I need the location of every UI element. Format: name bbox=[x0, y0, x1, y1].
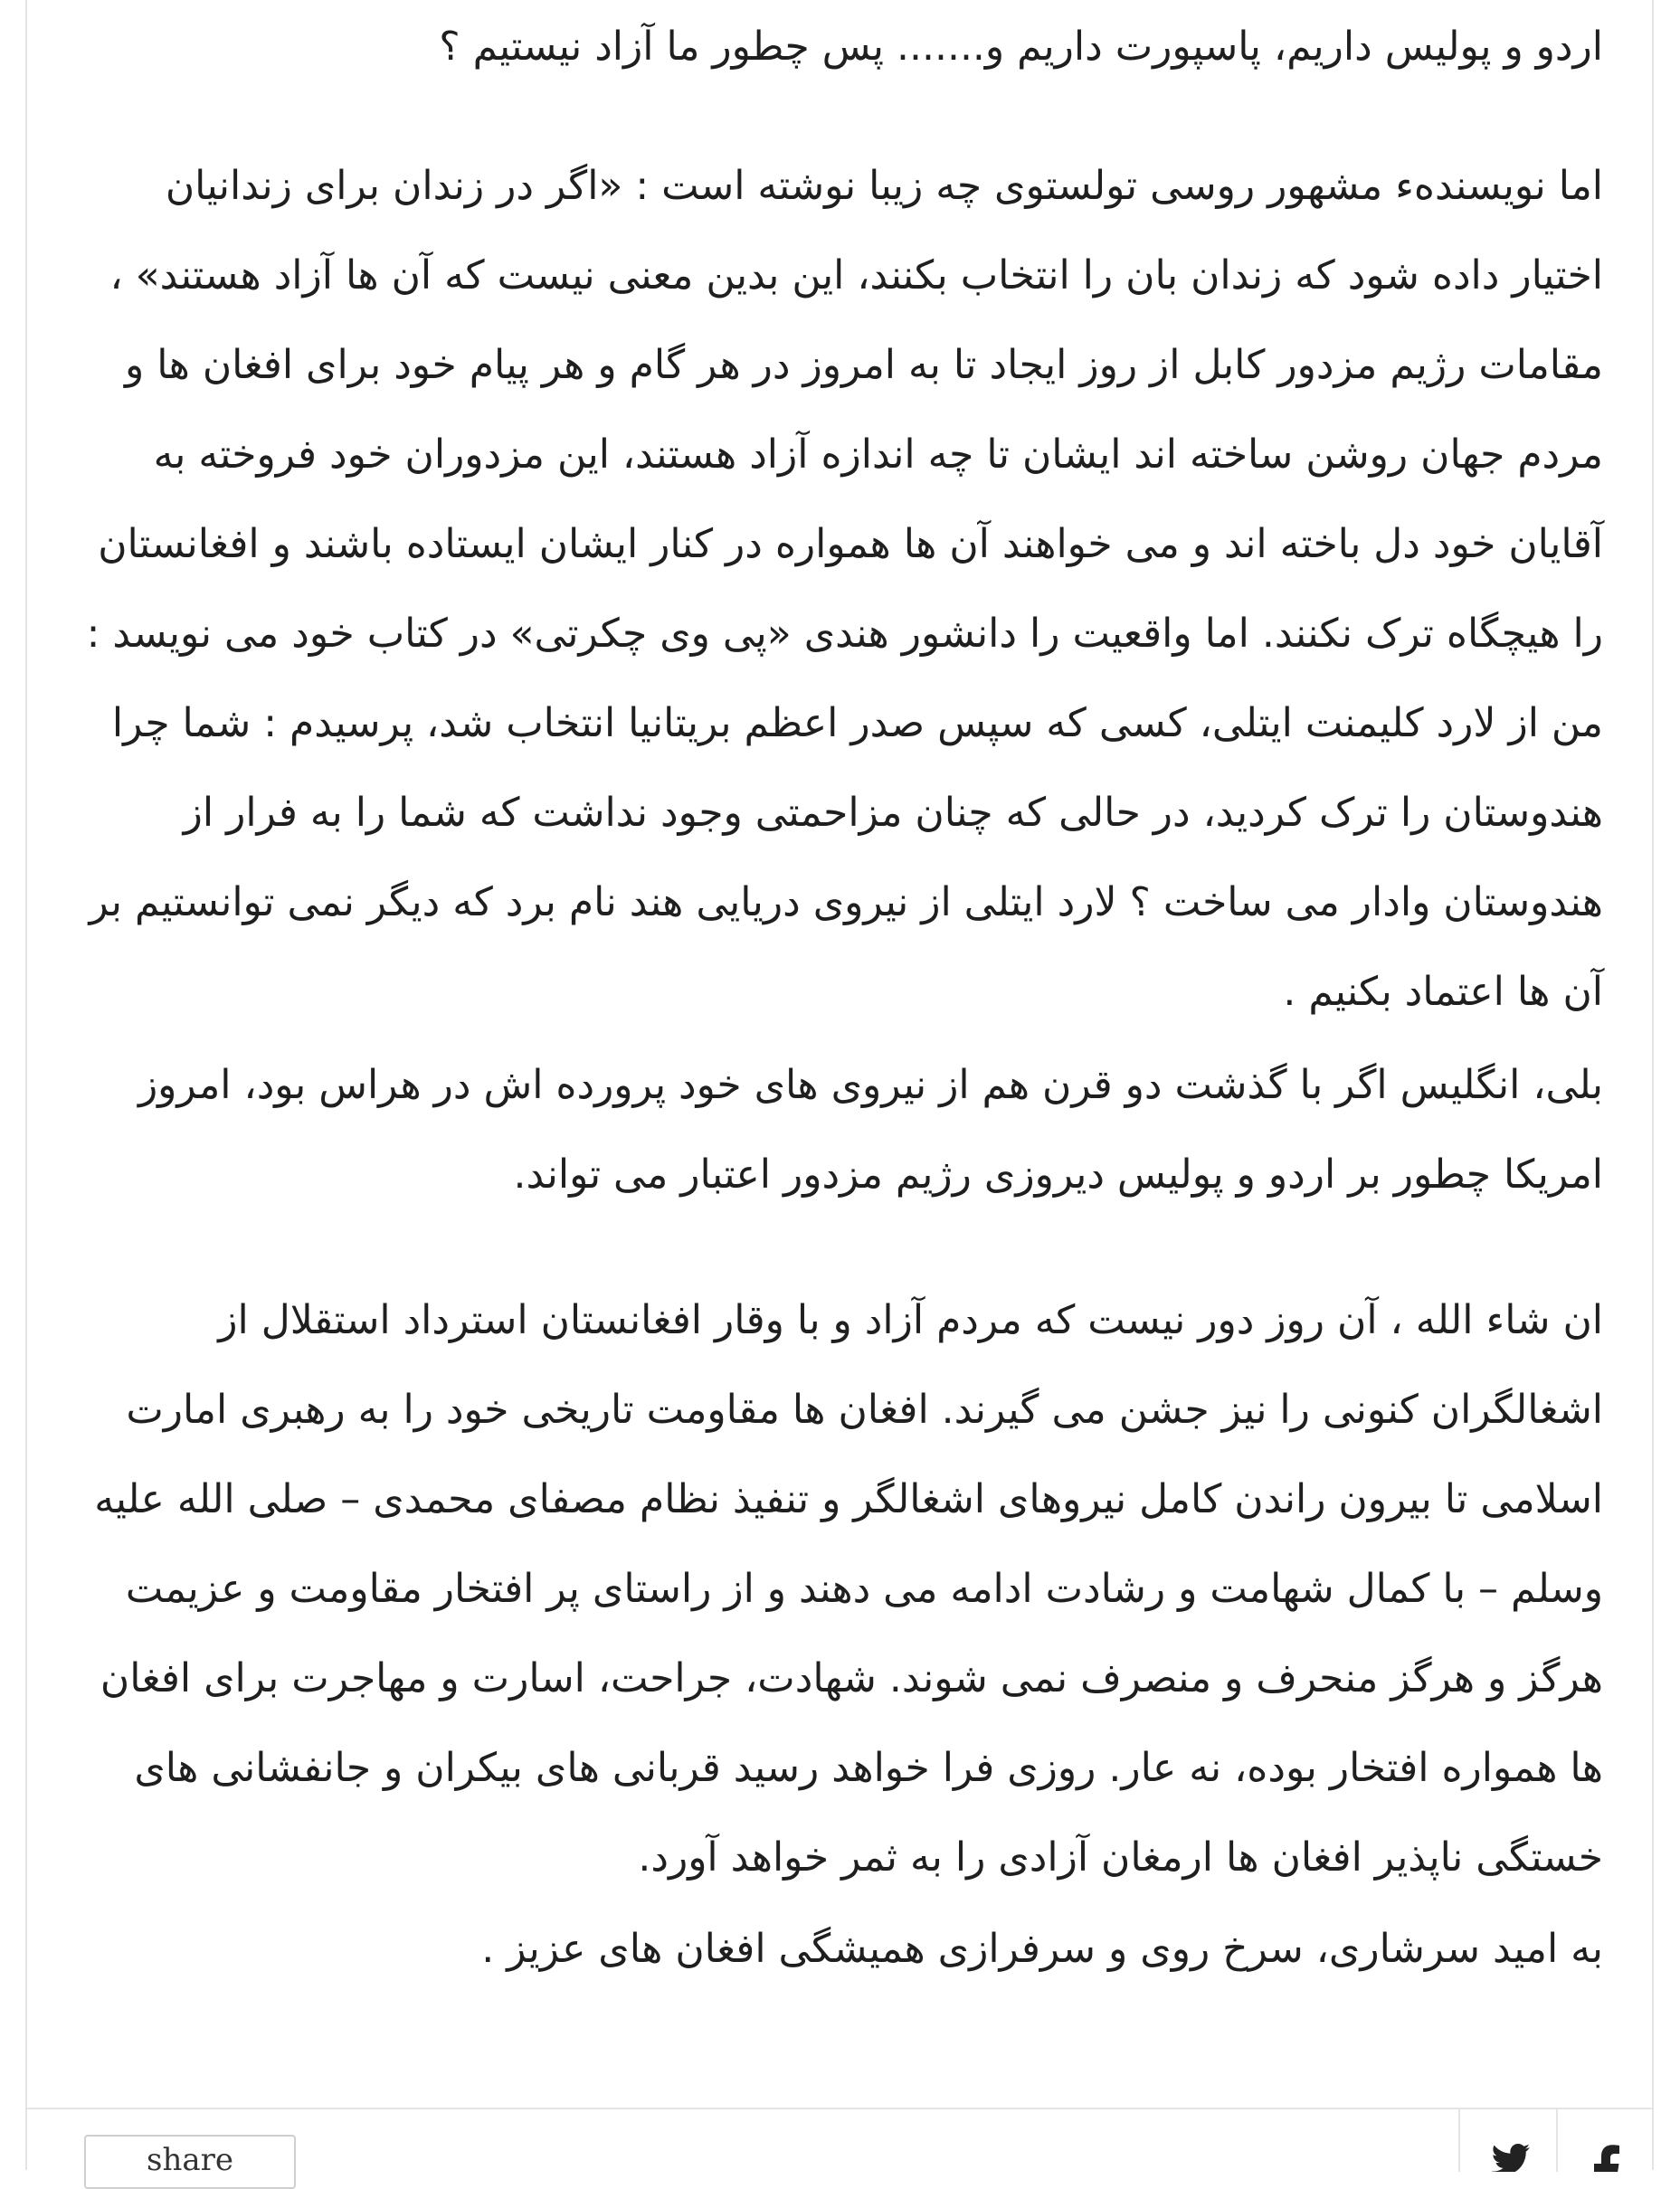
article-paragraph: ان شاء الله ، آن روز دور نیست که مردم آزاد و با وقار افغانستان استرداد استقلال از اشغالگران کنونی را نیز جشن می گیرند. افغان ها مقاومت تاریخی خود را به رهبری امارت اسلامی تا بیرون راندن کامل نیروهای اشغالگر و تنفیذ نظام مصفای محمدی – صلی الله علیه وسلم – با کمال شهامت و رشادت ادامه می دهند و از راستای پر افتخار مقاومت و عزیمت هرگز و هرگز منحرف و منصرف نمی شوند. شهادت، جراحت، اسارت و مهاجرت برای افغان ها همواره افتخار بوده، نه عار. روزی فرا خواهد رسید قربانی های بیکران و جانفشانی های خستگی ناپذیر افغان ها ارمغان آزادی را به ثمر خواهد آورد. bbox=[94, 1297, 1603, 1881]
article-paragraph: بلی، انگلیس اگر با گذشت دو قرن هم از نیروی های خود پرورده اش در هراس بود، امروز امریکا چطور بر اردو و پولیس دیروزی رژیم مزدور اعتبار می تواند. bbox=[138, 1062, 1603, 1198]
share-footer bbox=[25, 2108, 1654, 2178]
article-paragraph: به امید سرشاری، سرخ روی و سرفرازی همیشگی افغان های عزیز . bbox=[481, 1926, 1603, 1972]
share-button[interactable]: share bbox=[84, 2135, 296, 2189]
article-paragraph: اما نویسندهء مشهور روسی تولستوی چه زیبا نوشته است : «اگر در زندان برای زندانیان اختیار داده شود که زندان بان را انتخاب بکنند، این بدین معنی نیست که آن ها آزاد هستند» ، مقامات رژیم مزدور کابل از روز ایجاد تا به امروز در هر گام و هر پیام خود برای افغان ها و مردم جهان روشن ساخته اند ایشان تا چه اندازه آزاد هستند، این مزدوران خود فروخته به آقایان خود دل باخته اند و می خواهند آن ها همواره در کنار ایشان ایستاده باشند و افغانستان را هیچگاه ترک نکنند. اما واقعیت را دانشور هندی «پی وی چکرتی» در کتاب خود می نویسد : من از لارد کلیمنت ایتلی، کسی که سپس صدر اعظم بریتانیا انتخاب شد، پرسیدم : شما چرا هندوستان را ترک کردید، در حالی که چنان مزاحمتی وجود نداشت که شما را به فرار از هندوستان وادار می ساخت ؟ لارد ایتلی از نیروی دریایی هند نام برد که دیگر نمی توانستیم بر آن ها اعتماد بکنیم . bbox=[86, 163, 1603, 1015]
twitter-icon bbox=[1491, 2142, 1531, 2172]
facebook-share-button[interactable] bbox=[1556, 2109, 1654, 2172]
social-icons bbox=[1458, 2109, 1654, 2172]
twitter-share-button[interactable] bbox=[1458, 2109, 1556, 2172]
facebook-icon bbox=[1589, 2142, 1625, 2172]
article-paragraph: اردو و پولیس داریم، پاسپورت داریم و....... پس چطور ما آزاد نیستیم ؟ bbox=[439, 24, 1603, 70]
